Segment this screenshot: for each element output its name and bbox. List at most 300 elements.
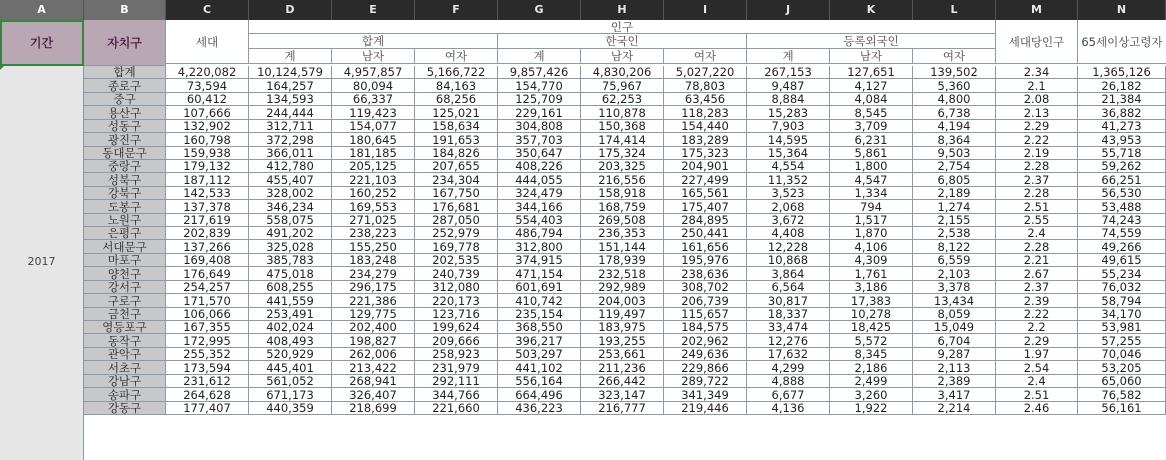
region-name[interactable]: 동대문구 xyxy=(84,147,166,160)
data-cell[interactable]: 139,502 xyxy=(913,66,996,79)
data-cell[interactable]: 441,102 xyxy=(498,361,581,375)
data-cell[interactable]: 193,255 xyxy=(581,334,664,348)
data-cell[interactable]: 15,283 xyxy=(747,106,830,120)
data-cell[interactable]: 292,111 xyxy=(415,375,498,388)
data-cell[interactable]: 254,257 xyxy=(166,281,249,294)
data-cell[interactable]: 11,352 xyxy=(747,173,830,187)
data-cell[interactable]: 12,228 xyxy=(747,240,830,254)
data-cell[interactable]: 4,309 xyxy=(830,254,913,267)
data-cell[interactable]: 191,653 xyxy=(415,133,498,147)
data-cell[interactable]: 3,378 xyxy=(913,281,996,294)
data-cell[interactable]: 5,861 xyxy=(830,147,913,160)
data-cell[interactable]: 137,266 xyxy=(166,240,249,254)
data-cell[interactable]: 18,337 xyxy=(747,308,830,321)
data-cell[interactable]: 264,628 xyxy=(166,388,249,402)
region-name[interactable]: 서초구 xyxy=(84,361,166,375)
data-cell[interactable]: 4,957,857 xyxy=(332,66,415,79)
data-cell[interactable]: 165,561 xyxy=(664,187,747,200)
data-cell[interactable]: 312,800 xyxy=(498,240,581,254)
data-cell[interactable]: 1,334 xyxy=(830,187,913,200)
data-cell[interactable]: 7,903 xyxy=(747,120,830,133)
data-cell[interactable]: 255,352 xyxy=(166,348,249,361)
data-cell[interactable]: 161,656 xyxy=(664,240,747,254)
data-cell[interactable]: 15,364 xyxy=(747,147,830,160)
region-name[interactable]: 중랑구 xyxy=(84,160,166,173)
data-cell[interactable]: 664,496 xyxy=(498,388,581,402)
data-cell[interactable]: 231,979 xyxy=(415,361,498,375)
region-name[interactable]: 금천구 xyxy=(84,308,166,321)
data-cell[interactable]: 118,283 xyxy=(664,106,747,120)
data-cell[interactable]: 445,401 xyxy=(249,361,332,375)
region-name[interactable]: 용산구 xyxy=(84,106,166,120)
data-cell[interactable]: 8,345 xyxy=(830,348,913,361)
data-cell[interactable]: 221,660 xyxy=(415,402,498,415)
region-name[interactable]: 서대문구 xyxy=(84,240,166,254)
data-cell[interactable]: 56,530 xyxy=(1078,187,1166,200)
data-cell[interactable]: 179,132 xyxy=(166,160,249,173)
data-cell[interactable]: 137,378 xyxy=(166,200,249,214)
data-cell[interactable]: 1,800 xyxy=(830,160,913,173)
data-cell[interactable]: 2.54 xyxy=(996,361,1078,375)
data-cell[interactable]: 444,055 xyxy=(498,173,581,187)
column-header-n[interactable]: N xyxy=(1078,0,1166,20)
data-cell[interactable]: 14,595 xyxy=(747,133,830,147)
data-cell[interactable]: 2.28 xyxy=(996,187,1078,200)
region-name[interactable]: 관악구 xyxy=(84,348,166,361)
data-cell[interactable]: 60,412 xyxy=(166,93,249,106)
data-cell[interactable]: 175,407 xyxy=(664,200,747,214)
data-cell[interactable]: 56,161 xyxy=(1078,402,1166,415)
data-cell[interactable]: 202,400 xyxy=(332,321,415,334)
data-cell[interactable]: 3,672 xyxy=(747,214,830,227)
data-cell[interactable]: 12,276 xyxy=(747,334,830,348)
data-cell[interactable]: 3,417 xyxy=(913,388,996,402)
data-cell[interactable]: 408,226 xyxy=(498,160,581,173)
data-cell[interactable]: 127,651 xyxy=(830,66,913,79)
data-cell[interactable]: 10,868 xyxy=(747,254,830,267)
data-cell[interactable]: 601,691 xyxy=(498,281,581,294)
data-cell[interactable]: 561,052 xyxy=(249,375,332,388)
data-cell[interactable]: 204,003 xyxy=(581,294,664,308)
data-cell[interactable]: 1,365,126 xyxy=(1078,66,1166,79)
data-cell[interactable]: 199,624 xyxy=(415,321,498,334)
data-cell[interactable]: 5,360 xyxy=(913,79,996,93)
data-cell[interactable]: 2,189 xyxy=(913,187,996,200)
data-cell[interactable]: 4,106 xyxy=(830,240,913,254)
data-cell[interactable]: 187,112 xyxy=(166,173,249,187)
data-cell[interactable]: 9,857,426 xyxy=(498,66,581,79)
data-cell[interactable]: 125,709 xyxy=(498,93,581,106)
per-household-header[interactable]: 세대당인구 xyxy=(996,20,1078,64)
data-cell[interactable]: 4,800 xyxy=(913,93,996,106)
region-name[interactable]: 합계 xyxy=(84,66,166,79)
data-cell[interactable]: 289,722 xyxy=(664,375,747,388)
data-cell[interactable]: 167,750 xyxy=(415,187,498,200)
data-cell[interactable]: 176,681 xyxy=(415,200,498,214)
data-cell[interactable]: 2,186 xyxy=(830,361,913,375)
data-cell[interactable]: 8,884 xyxy=(747,93,830,106)
data-cell[interactable]: 74,243 xyxy=(1078,214,1166,227)
data-cell[interactable]: 209,666 xyxy=(415,334,498,348)
data-cell[interactable]: 115,657 xyxy=(664,308,747,321)
data-cell[interactable]: 341,349 xyxy=(664,388,747,402)
data-cell[interactable]: 229,866 xyxy=(664,361,747,375)
data-cell[interactable]: 221,103 xyxy=(332,173,415,187)
data-cell[interactable]: 6,231 xyxy=(830,133,913,147)
data-cell[interactable]: 374,915 xyxy=(498,254,581,267)
subheader-female[interactable]: 여자 xyxy=(913,49,996,64)
data-cell[interactable]: 1.97 xyxy=(996,348,1078,361)
data-cell[interactable]: 158,918 xyxy=(581,187,664,200)
data-cell[interactable]: 3,186 xyxy=(830,281,913,294)
data-cell[interactable]: 53,981 xyxy=(1078,321,1166,334)
data-cell[interactable]: 168,759 xyxy=(581,200,664,214)
column-header-d[interactable]: D xyxy=(249,0,332,20)
data-cell[interactable]: 328,002 xyxy=(249,187,332,200)
data-cell[interactable]: 80,094 xyxy=(332,79,415,93)
data-cell[interactable]: 68,256 xyxy=(415,93,498,106)
data-cell[interactable]: 324,479 xyxy=(498,187,581,200)
data-cell[interactable]: 213,422 xyxy=(332,361,415,375)
data-cell[interactable]: 175,324 xyxy=(581,147,664,160)
data-cell[interactable]: 2.29 xyxy=(996,334,1078,348)
data-cell[interactable]: 30,817 xyxy=(747,294,830,308)
data-cell[interactable]: 268,941 xyxy=(332,375,415,388)
data-cell[interactable]: 110,878 xyxy=(581,106,664,120)
data-cell[interactable]: 184,575 xyxy=(664,321,747,334)
data-cell[interactable]: 183,975 xyxy=(581,321,664,334)
data-cell[interactable]: 2,113 xyxy=(913,361,996,375)
region-name[interactable]: 양천구 xyxy=(84,267,166,281)
data-cell[interactable]: 266,442 xyxy=(581,375,664,388)
region-name[interactable]: 도봉구 xyxy=(84,200,166,214)
region-name[interactable]: 송파구 xyxy=(84,388,166,402)
data-cell[interactable]: 172,995 xyxy=(166,334,249,348)
data-cell[interactable]: 2.55 xyxy=(996,214,1078,227)
data-cell[interactable]: 57,255 xyxy=(1078,334,1166,348)
data-cell[interactable]: 2.21 xyxy=(996,254,1078,267)
data-cell[interactable]: 2.1 xyxy=(996,79,1078,93)
data-cell[interactable]: 308,702 xyxy=(664,281,747,294)
data-cell[interactable]: 2,068 xyxy=(747,200,830,214)
data-cell[interactable]: 2.28 xyxy=(996,240,1078,254)
data-cell[interactable]: 203,325 xyxy=(581,160,664,173)
region-name[interactable]: 마포구 xyxy=(84,254,166,267)
data-cell[interactable]: 671,173 xyxy=(249,388,332,402)
data-cell[interactable]: 13,434 xyxy=(913,294,996,308)
data-cell[interactable]: 33,474 xyxy=(747,321,830,334)
data-cell[interactable]: 5,166,722 xyxy=(415,66,498,79)
data-cell[interactable]: 216,556 xyxy=(581,173,664,187)
column-header-f[interactable]: F xyxy=(415,0,498,20)
data-cell[interactable]: 296,175 xyxy=(332,281,415,294)
data-cell[interactable]: 6,677 xyxy=(747,388,830,402)
elderly-header[interactable]: 65세이상고령자 xyxy=(1078,20,1166,64)
data-cell[interactable]: 238,223 xyxy=(332,227,415,240)
data-cell[interactable]: 198,827 xyxy=(332,334,415,348)
data-cell[interactable]: 2.08 xyxy=(996,93,1078,106)
data-cell[interactable]: 235,154 xyxy=(498,308,581,321)
region-name[interactable]: 성북구 xyxy=(84,173,166,187)
data-cell[interactable]: 151,144 xyxy=(581,240,664,254)
data-cell[interactable]: 3,523 xyxy=(747,187,830,200)
subheader-total[interactable]: 계 xyxy=(498,49,581,64)
data-cell[interactable]: 183,248 xyxy=(332,254,415,267)
data-cell[interactable]: 408,493 xyxy=(249,334,332,348)
data-cell[interactable]: 36,882 xyxy=(1078,106,1166,120)
data-cell[interactable]: 119,497 xyxy=(581,308,664,321)
data-cell[interactable]: 344,166 xyxy=(498,200,581,214)
column-header-i[interactable]: I xyxy=(664,0,747,20)
column-header-g[interactable]: G xyxy=(498,0,581,20)
data-cell[interactable]: 174,414 xyxy=(581,133,664,147)
data-cell[interactable]: 475,018 xyxy=(249,267,332,281)
data-cell[interactable]: 177,407 xyxy=(166,402,249,415)
subheader-male[interactable]: 남자 xyxy=(332,49,415,64)
data-cell[interactable]: 53,488 xyxy=(1078,200,1166,214)
data-cell[interactable]: 608,255 xyxy=(249,281,332,294)
data-cell[interactable]: 173,594 xyxy=(166,361,249,375)
data-cell[interactable]: 169,408 xyxy=(166,254,249,267)
data-cell[interactable]: 181,185 xyxy=(332,147,415,160)
data-cell[interactable]: 271,025 xyxy=(332,214,415,227)
region-name[interactable]: 강북구 xyxy=(84,187,166,200)
data-cell[interactable]: 3,709 xyxy=(830,120,913,133)
data-cell[interactable]: 368,550 xyxy=(498,321,581,334)
data-cell[interactable]: 2,499 xyxy=(830,375,913,388)
data-cell[interactable]: 164,257 xyxy=(249,79,332,93)
data-cell[interactable]: 284,895 xyxy=(664,214,747,227)
data-cell[interactable]: 2,103 xyxy=(913,267,996,281)
data-cell[interactable]: 154,770 xyxy=(498,79,581,93)
data-cell[interactable]: 2.2 xyxy=(996,321,1078,334)
column-header-a[interactable]: A xyxy=(0,0,84,20)
data-cell[interactable]: 2.67 xyxy=(996,267,1078,281)
data-cell[interactable]: 410,742 xyxy=(498,294,581,308)
data-cell[interactable]: 17,632 xyxy=(747,348,830,361)
column-header-l[interactable]: L xyxy=(913,0,996,20)
data-cell[interactable]: 6,805 xyxy=(913,173,996,187)
data-cell[interactable]: 2.22 xyxy=(996,308,1078,321)
data-cell[interactable]: 66,337 xyxy=(332,93,415,106)
data-cell[interactable]: 84,163 xyxy=(415,79,498,93)
data-cell[interactable]: 184,826 xyxy=(415,147,498,160)
data-cell[interactable]: 372,298 xyxy=(249,133,332,147)
data-cell[interactable]: 34,170 xyxy=(1078,308,1166,321)
data-cell[interactable]: 6,559 xyxy=(913,254,996,267)
data-cell[interactable]: 207,655 xyxy=(415,160,498,173)
data-cell[interactable]: 385,783 xyxy=(249,254,332,267)
data-cell[interactable]: 440,359 xyxy=(249,402,332,415)
data-cell[interactable]: 455,407 xyxy=(249,173,332,187)
data-cell[interactable]: 4,554 xyxy=(747,160,830,173)
data-cell[interactable]: 15,049 xyxy=(913,321,996,334)
region-name[interactable]: 구로구 xyxy=(84,294,166,308)
data-cell[interactable]: 5,027,220 xyxy=(664,66,747,79)
region-name[interactable]: 동작구 xyxy=(84,334,166,348)
data-cell[interactable]: 202,839 xyxy=(166,227,249,240)
region-name[interactable]: 은평구 xyxy=(84,227,166,240)
data-cell[interactable]: 227,499 xyxy=(664,173,747,187)
data-cell[interactable]: 132,902 xyxy=(166,120,249,133)
data-cell[interactable]: 234,304 xyxy=(415,173,498,187)
data-cell[interactable]: 258,923 xyxy=(415,348,498,361)
data-cell[interactable]: 221,386 xyxy=(332,294,415,308)
data-cell[interactable]: 9,487 xyxy=(747,79,830,93)
data-cell[interactable]: 65,060 xyxy=(1078,375,1166,388)
region-header[interactable]: 자치구 xyxy=(84,20,166,66)
data-cell[interactable]: 21,384 xyxy=(1078,93,1166,106)
data-cell[interactable]: 154,440 xyxy=(664,120,747,133)
data-cell[interactable]: 2.4 xyxy=(996,375,1078,388)
data-cell[interactable]: 75,967 xyxy=(581,79,664,93)
data-cell[interactable]: 1,922 xyxy=(830,402,913,415)
data-cell[interactable]: 4,136 xyxy=(747,402,830,415)
data-cell[interactable]: 2,155 xyxy=(913,214,996,227)
region-name[interactable]: 영등포구 xyxy=(84,321,166,334)
data-cell[interactable]: 176,649 xyxy=(166,267,249,281)
data-cell[interactable]: 2.46 xyxy=(996,402,1078,415)
column-header-j[interactable]: J xyxy=(747,0,830,20)
data-cell[interactable]: 471,154 xyxy=(498,267,581,281)
data-cell[interactable]: 178,939 xyxy=(581,254,664,267)
data-cell[interactable]: 2.51 xyxy=(996,200,1078,214)
population-header[interactable]: 인구 xyxy=(249,20,996,34)
data-cell[interactable]: 269,508 xyxy=(581,214,664,227)
data-cell[interactable]: 43,953 xyxy=(1078,133,1166,147)
data-cell[interactable]: 503,297 xyxy=(498,348,581,361)
data-cell[interactable]: 183,289 xyxy=(664,133,747,147)
data-cell[interactable]: 2,214 xyxy=(913,402,996,415)
data-cell[interactable]: 2.13 xyxy=(996,106,1078,120)
data-cell[interactable]: 129,775 xyxy=(332,308,415,321)
data-cell[interactable]: 62,253 xyxy=(581,93,664,106)
households-header[interactable]: 세대 xyxy=(166,20,249,64)
foreign-group-header[interactable]: 등록외국인 xyxy=(747,34,996,49)
data-cell[interactable]: 249,636 xyxy=(664,348,747,361)
subheader-male[interactable]: 남자 xyxy=(830,49,913,64)
data-cell[interactable]: 220,173 xyxy=(415,294,498,308)
data-cell[interactable]: 169,553 xyxy=(332,200,415,214)
data-cell[interactable]: 312,080 xyxy=(415,281,498,294)
year-cell[interactable]: 2017 xyxy=(0,66,84,460)
data-cell[interactable]: 2,754 xyxy=(913,160,996,173)
column-header-h[interactable]: H xyxy=(581,0,664,20)
data-cell[interactable]: 18,425 xyxy=(830,321,913,334)
data-cell[interactable]: 4,084 xyxy=(830,93,913,106)
data-cell[interactable]: 794 xyxy=(830,200,913,214)
data-cell[interactable]: 441,559 xyxy=(249,294,332,308)
data-cell[interactable]: 253,491 xyxy=(249,308,332,321)
data-cell[interactable]: 236,353 xyxy=(581,227,664,240)
data-cell[interactable]: 206,739 xyxy=(664,294,747,308)
data-cell[interactable]: 486,794 xyxy=(498,227,581,240)
data-cell[interactable]: 4,888 xyxy=(747,375,830,388)
data-cell[interactable]: 66,251 xyxy=(1078,173,1166,187)
data-cell[interactable]: 312,711 xyxy=(249,120,332,133)
total-group-header[interactable]: 합계 xyxy=(249,34,498,49)
data-cell[interactable]: 232,518 xyxy=(581,267,664,281)
column-header-e[interactable]: E xyxy=(332,0,415,20)
data-cell[interactable]: 402,024 xyxy=(249,321,332,334)
data-cell[interactable]: 41,273 xyxy=(1078,120,1166,133)
data-cell[interactable]: 6,564 xyxy=(747,281,830,294)
data-cell[interactable]: 323,147 xyxy=(581,388,664,402)
data-cell[interactable]: 9,503 xyxy=(913,147,996,160)
data-cell[interactable]: 119,423 xyxy=(332,106,415,120)
data-cell[interactable]: 396,217 xyxy=(498,334,581,348)
data-cell[interactable]: 2.4 xyxy=(996,227,1078,240)
data-cell[interactable]: 10,124,579 xyxy=(249,66,332,79)
data-cell[interactable]: 250,441 xyxy=(664,227,747,240)
data-cell[interactable]: 195,976 xyxy=(664,254,747,267)
data-cell[interactable]: 58,794 xyxy=(1078,294,1166,308)
data-cell[interactable]: 556,164 xyxy=(498,375,581,388)
data-cell[interactable]: 125,021 xyxy=(415,106,498,120)
data-cell[interactable]: 436,223 xyxy=(498,402,581,415)
data-cell[interactable]: 2.19 xyxy=(996,147,1078,160)
data-cell[interactable]: 4,299 xyxy=(747,361,830,375)
data-cell[interactable]: 240,739 xyxy=(415,267,498,281)
data-cell[interactable]: 216,777 xyxy=(581,402,664,415)
data-cell[interactable]: 150,368 xyxy=(581,120,664,133)
data-cell[interactable]: 292,989 xyxy=(581,281,664,294)
data-cell[interactable]: 154,077 xyxy=(332,120,415,133)
data-cell[interactable]: 107,666 xyxy=(166,106,249,120)
data-cell[interactable]: 49,615 xyxy=(1078,254,1166,267)
data-cell[interactable]: 2.29 xyxy=(996,120,1078,133)
data-cell[interactable]: 106,066 xyxy=(166,308,249,321)
column-header-m[interactable]: M xyxy=(996,0,1078,20)
data-cell[interactable]: 1,517 xyxy=(830,214,913,227)
subheader-total[interactable]: 계 xyxy=(249,49,332,64)
data-cell[interactable]: 346,234 xyxy=(249,200,332,214)
data-cell[interactable]: 63,456 xyxy=(664,93,747,106)
data-cell[interactable]: 4,408 xyxy=(747,227,830,240)
data-cell[interactable]: 8,545 xyxy=(830,106,913,120)
data-cell[interactable]: 325,028 xyxy=(249,240,332,254)
region-name[interactable]: 강서구 xyxy=(84,281,166,294)
data-cell[interactable]: 4,547 xyxy=(830,173,913,187)
subheader-male[interactable]: 남자 xyxy=(581,49,664,64)
data-cell[interactable]: 1,870 xyxy=(830,227,913,240)
data-cell[interactable]: 167,355 xyxy=(166,321,249,334)
data-cell[interactable]: 55,234 xyxy=(1078,267,1166,281)
data-cell[interactable]: 253,661 xyxy=(581,348,664,361)
data-cell[interactable]: 2.22 xyxy=(996,133,1078,147)
data-cell[interactable]: 26,182 xyxy=(1078,79,1166,93)
data-cell[interactable]: 4,127 xyxy=(830,79,913,93)
data-cell[interactable]: 49,266 xyxy=(1078,240,1166,254)
data-cell[interactable]: 1,274 xyxy=(913,200,996,214)
data-cell[interactable]: 76,032 xyxy=(1078,281,1166,294)
data-cell[interactable]: 55,718 xyxy=(1078,147,1166,160)
data-cell[interactable]: 158,634 xyxy=(415,120,498,133)
region-name[interactable]: 강동구 xyxy=(84,402,166,415)
data-cell[interactable]: 219,446 xyxy=(664,402,747,415)
column-header-k[interactable]: K xyxy=(830,0,913,20)
data-cell[interactable]: 244,444 xyxy=(249,106,332,120)
data-cell[interactable]: 366,011 xyxy=(249,147,332,160)
data-cell[interactable]: 10,278 xyxy=(830,308,913,321)
subheader-total[interactable]: 계 xyxy=(747,49,830,64)
data-cell[interactable]: 76,582 xyxy=(1078,388,1166,402)
data-cell[interactable]: 262,006 xyxy=(332,348,415,361)
data-cell[interactable]: 3,260 xyxy=(830,388,913,402)
data-cell[interactable]: 142,533 xyxy=(166,187,249,200)
data-cell[interactable]: 2.37 xyxy=(996,281,1078,294)
data-cell[interactable]: 2.37 xyxy=(996,173,1078,187)
